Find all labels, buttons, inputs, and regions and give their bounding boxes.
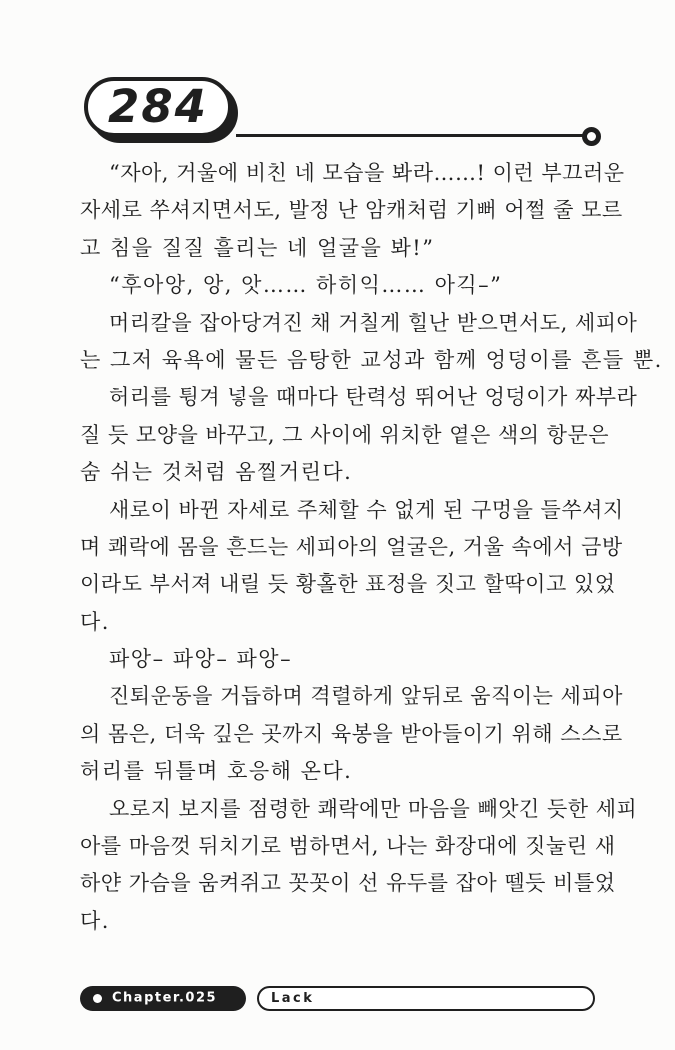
bullet-dot-icon <box>93 994 102 1003</box>
text-line: 다. <box>80 609 110 634</box>
text-line: 새로이 바뀐 자세로 주체할 수 없게 된 구멍을 들쑤셔지 <box>109 497 624 522</box>
chapter-label: Chapter.025 <box>112 990 218 1006</box>
text-line: “후아앙, 앙, 앗…… 하히익…… 아긱–” <box>109 273 503 298</box>
text-line: 이라도 부서져 내릴 듯 황홀한 표정을 짓고 할딱이고 있었 <box>80 572 616 597</box>
text-line: 파앙– 파앙– 파앙– <box>109 647 293 672</box>
text-line: 의 몸은, 더욱 깊은 곳까지 육봉을 받아들이기 위해 스스로 <box>80 721 623 746</box>
book-title-label: Lack <box>271 991 315 1006</box>
text-line: 아를 마음껏 뒤치기로 범하면서, 나는 화장대에 짓눌린 새 <box>80 834 616 859</box>
text-line: 진퇴운동을 거듭하며 격렬하게 앞뒤로 움직이는 세피아 <box>109 684 623 709</box>
text-line: 머리칼을 잡아당겨진 채 거칠게 힐난 받으면서도, 세피아 <box>109 310 638 335</box>
text-line: 자세로 쑤셔지면서도, 발정 난 암캐처럼 기뻐 어쩔 줄 모르 <box>80 198 623 223</box>
text-line: 며 쾌락에 몸을 흔드는 세피아의 얼굴은, 거울 속에서 금방 <box>80 534 623 559</box>
text-line: 는 그저 육욕에 물든 음탕한 교성과 함께 엉덩이를 흔들 뿐. <box>80 347 663 372</box>
text-line: 하얀 가슴을 움켜쥐고 꼿꼿이 선 유두를 잡아 뗄듯 비틀었 <box>80 871 616 896</box>
text-line: 허리를 뒤틀며 호응해 온다. <box>80 759 353 784</box>
text-line: 질 듯 모양을 바꾸고, 그 사이에 위치한 옅은 색의 항문은 <box>80 422 610 447</box>
page-number-badge <box>84 77 232 137</box>
text-line: 허리를 튕겨 넣을 때마다 탄력성 뛰어난 엉덩이가 짜부라 <box>109 385 638 410</box>
book-title-badge <box>257 986 595 1011</box>
header-rule <box>236 134 584 137</box>
body-text <box>80 155 663 940</box>
text-line: “자아, 거울에 비친 네 모습을 봐라……! 이런 부끄러운 <box>109 161 625 185</box>
text-line: 고 침을 질질 흘리는 네 얼굴을 봐!” <box>80 235 435 260</box>
header-rule-end-ring-icon <box>582 127 601 146</box>
text-line: 오로지 보지를 점령한 쾌락에만 마음을 빼앗긴 듯한 세피 <box>109 796 638 821</box>
page-number: 284 <box>108 79 208 133</box>
chapter-badge <box>80 986 246 1011</box>
text-line: 다. <box>80 908 110 933</box>
text-line: 숨 쉬는 것처럼 옴찔거린다. <box>80 460 353 485</box>
